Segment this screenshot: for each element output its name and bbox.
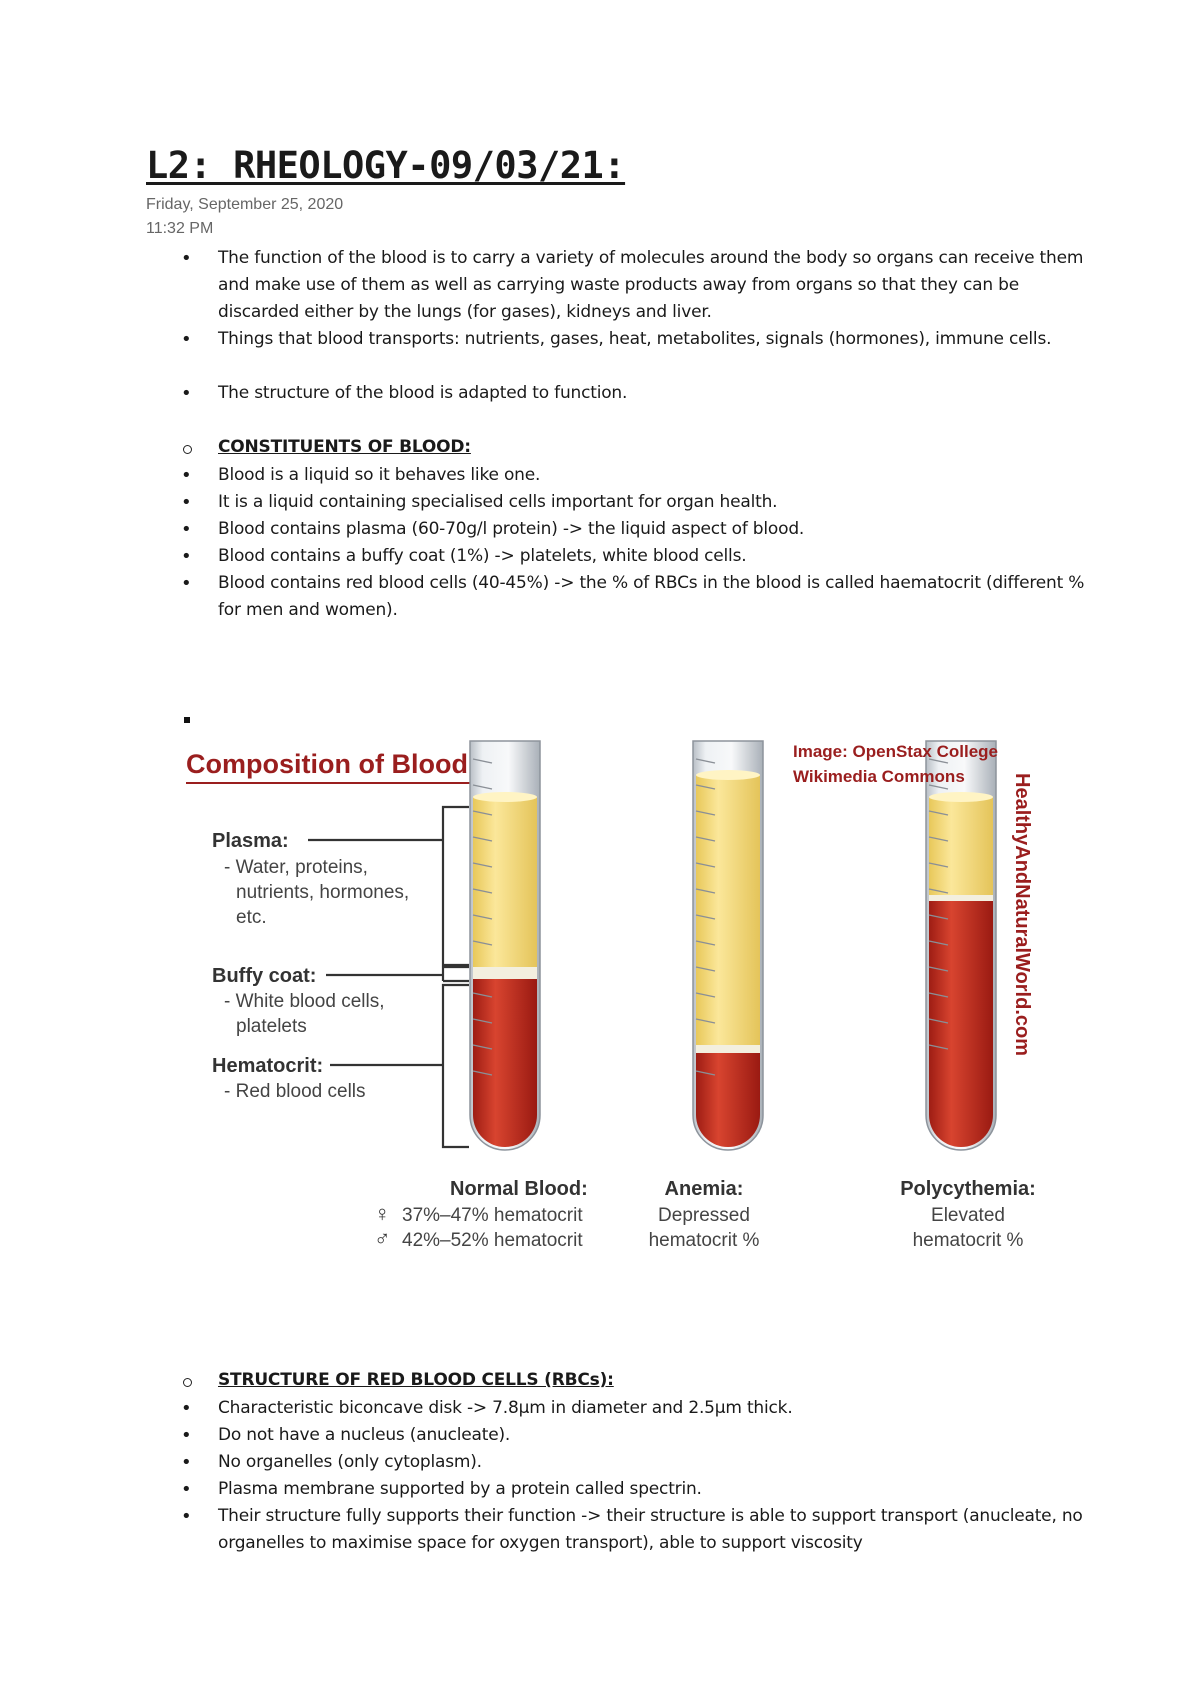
anemia-desc-1: Depressed xyxy=(658,1205,750,1226)
buffy-desc-2: platelets xyxy=(236,1016,307,1037)
intro-bullet-1: The function of the blood is to carry a variety of molecules around the body so organs can receive them and make use of them as well as carrying waste products away from organs so that they can be discarded either by the lungs (for gases), kidneys and liver. xyxy=(218,248,1084,322)
intro-bullet-3: The structure of the blood is adapted to function. xyxy=(218,383,628,403)
anemia-tube xyxy=(693,741,763,1150)
anemia-desc-2: hematocrit % xyxy=(648,1230,760,1251)
bullet-icon: • xyxy=(181,519,192,540)
plasma-desc-2: nutrients, hormones, xyxy=(236,882,410,903)
bullet-icon: • xyxy=(181,465,192,486)
rbc-bullet-2: Do not have a nucleus (anucleate). xyxy=(218,1425,511,1445)
hematocrit-desc: - Red blood cells xyxy=(224,1081,366,1102)
bullet-icon: • xyxy=(181,1479,192,1500)
bullet-icon: • xyxy=(181,1398,192,1419)
rbc-bullet-4: Plasma membrane supported by a protein called spectrin. xyxy=(218,1479,702,1499)
female-hematocrit-range: 37%–47% hematocrit xyxy=(402,1205,583,1226)
bullet-icon: • xyxy=(181,492,192,513)
note-date: Friday, September 25, 2020 xyxy=(146,196,344,213)
bullet-icon: • xyxy=(181,383,192,404)
buffy-coat-label: Buffy coat: xyxy=(212,965,317,987)
plasma-desc-1: - Water, proteins, xyxy=(224,857,368,878)
polycythemia-tube xyxy=(926,741,996,1150)
constituents-bullet-5: Blood contains red blood cells (40-45%) -> the % of RBCs in the blood is called haematocrit (different % for men and women). xyxy=(218,573,1085,620)
constituents-bullet-4: Blood contains a buffy coat (1%) -> platelets, white blood cells. xyxy=(218,546,747,566)
polycythemia-desc-1: Elevated xyxy=(931,1205,1005,1226)
layer-brackets xyxy=(430,807,469,1147)
section-heading-rbc-structure: STRUCTURE OF RED BLOOD CELLS (RBCs): xyxy=(218,1370,614,1390)
circle-bullet-icon xyxy=(183,1378,192,1387)
bullet-icon: • xyxy=(181,329,192,350)
bullet-icon: • xyxy=(181,248,192,269)
constituents-bullet-3: Blood contains plasma (60-70g/l protein) -> the liquid aspect of blood. xyxy=(218,519,805,539)
plasma-desc-3: etc. xyxy=(236,907,267,928)
image-credit-1: Image: OpenStax College xyxy=(793,742,998,761)
bullet-icon: • xyxy=(181,1425,192,1446)
rbc-bullet-3: No organelles (only cytoplasm). xyxy=(218,1452,482,1472)
plasma-label: Plasma: xyxy=(212,830,289,852)
buffy-desc-1: - White blood cells, xyxy=(224,991,385,1012)
male-hematocrit-range: 42%–52% hematocrit xyxy=(402,1230,583,1251)
bullet-icon: • xyxy=(181,1452,192,1473)
rbc-bullet-1: Characteristic biconcave disk -> 7.8µm in diameter and 2.5µm thick. xyxy=(218,1398,793,1418)
anemia-title: Anemia: xyxy=(664,1178,744,1200)
hematocrit-label: Hematocrit: xyxy=(212,1055,324,1077)
bullet-icon: • xyxy=(181,573,192,594)
constituents-bullet-2: It is a liquid containing specialised cells important for organ health. xyxy=(218,492,778,512)
rbc-bullet-5: Their structure fully supports their function -> their structure is able to support transport (anucleate, no organelles to maximise space for oxygen transport), able to support viscosity xyxy=(218,1506,1083,1553)
image-credit-2: Wikimedia Commons xyxy=(793,767,965,786)
polycythemia-desc-2: hematocrit % xyxy=(912,1230,1024,1251)
note-time: 11:32 PM xyxy=(146,220,214,237)
figure-title: Composition of Blood xyxy=(186,749,468,779)
square-bullet-icon xyxy=(184,717,190,723)
page-title: L2: RHEOLOGY-09/03/21: xyxy=(146,144,626,187)
intro-bullet-2: Things that blood transports: nutrients, gases, heat, metabolites, signals (hormones), immune cells. xyxy=(218,329,1052,349)
female-symbol-icon: ♀ xyxy=(374,1201,391,1226)
male-symbol-icon: ♂ xyxy=(374,1226,391,1251)
section-heading-constituents: CONSTITUENTS OF BLOOD: xyxy=(218,437,471,457)
normal-blood-title: Normal Blood: xyxy=(450,1178,588,1200)
normal-blood-tube xyxy=(470,741,540,1150)
bullet-icon: • xyxy=(181,1506,192,1527)
circle-bullet-icon xyxy=(183,445,192,454)
polycythemia-title: Polycythemia: xyxy=(900,1178,1036,1200)
constituents-bullet-1: Blood is a liquid so it behaves like one. xyxy=(218,465,541,485)
bullet-icon: • xyxy=(181,546,192,567)
blood-composition-figure xyxy=(180,735,1060,1255)
watermark: HealthyAndNaturalWorld.com xyxy=(1011,773,1033,1056)
